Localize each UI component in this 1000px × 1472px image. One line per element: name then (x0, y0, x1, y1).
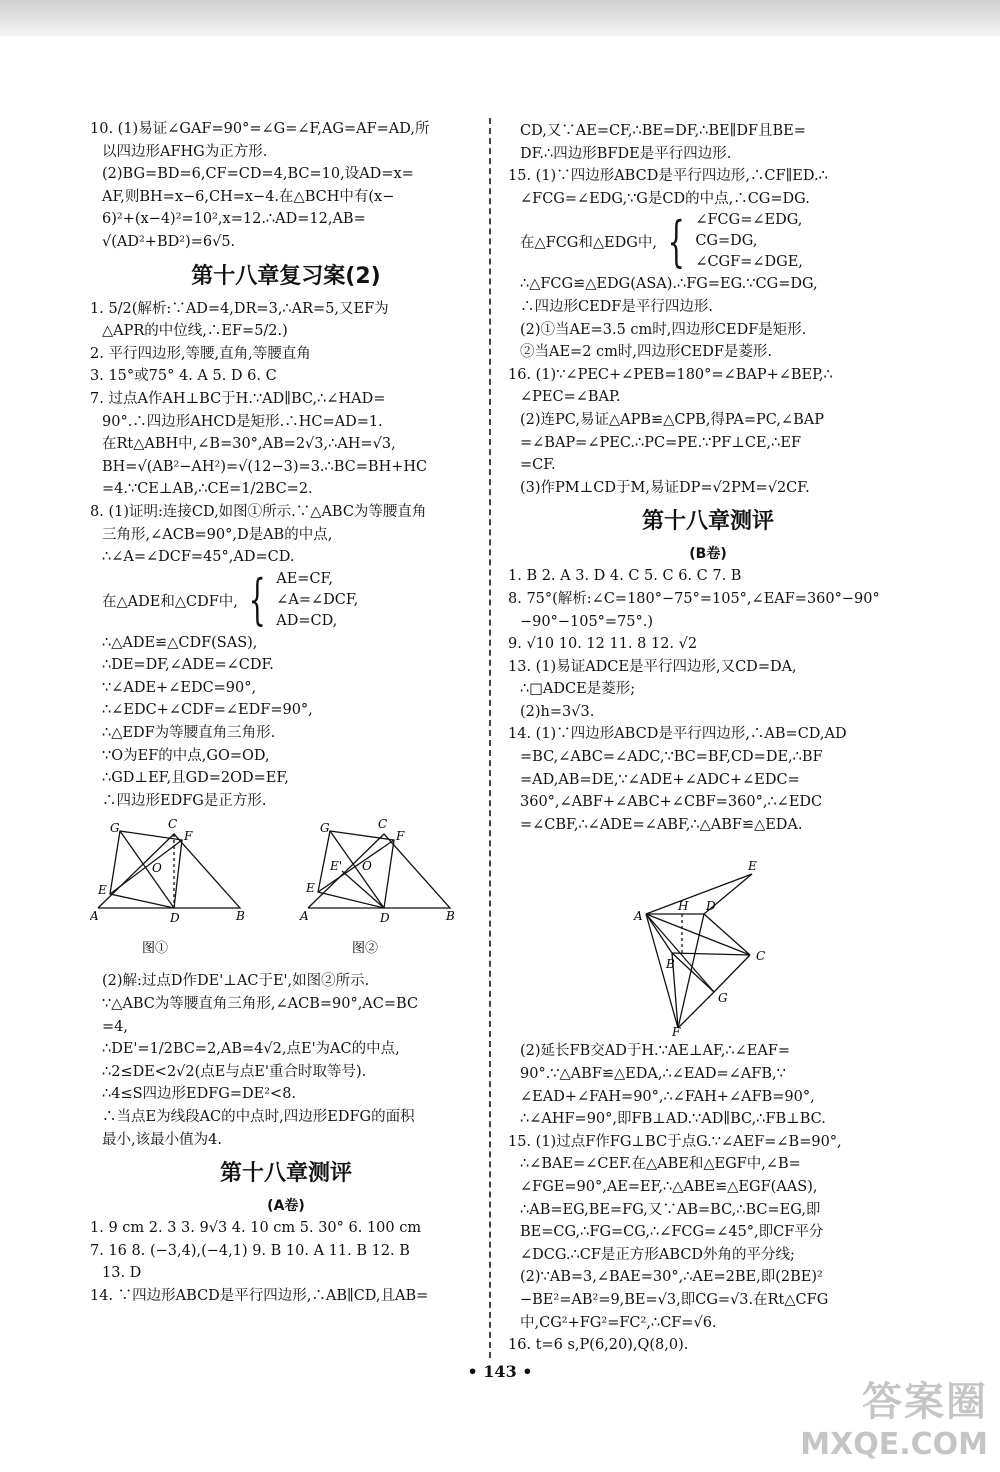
text-line: =AD,AB=DE,∵∠ADE+∠ADC+∠EDC= (520, 771, 800, 788)
fig2-label-e-prime: E' (330, 859, 343, 874)
q10-block (90, 118, 482, 254)
text-line: =∠BAP=∠PEC.∴PC=PE.∵PF⊥CE,∴EF (520, 434, 802, 451)
text-line: ∴四边形EDFG是正方形. (102, 792, 267, 809)
text-line: ∴四边形CEDF是平行四边形. (520, 298, 713, 315)
test-a-answers (90, 1217, 482, 1307)
text-line: 90°.∵△ABF≌△EDA,∴∠EAD=∠AFB,∵ (520, 1066, 786, 1083)
text-line: CG=DG, (695, 233, 758, 250)
text-line: ∠DCG.∴CF是正方形ABCD外角的平分线; (520, 1246, 795, 1263)
text-line: DF.∴四边形BFDE是平行四边形. (520, 145, 732, 162)
text-line: ∵O为EF的中点,GO=OD, (102, 747, 270, 764)
text-line: 16. t=6 s,P(6,20),Q(8,0). (508, 1337, 689, 1354)
watermark-url: MXQE.COM (800, 1427, 988, 1462)
text-line: 15. (1)过点F作FG⊥BC于点G.∵∠AEF=∠B=90°, (508, 1133, 842, 1150)
text-line: AD=CD, (276, 612, 338, 629)
text-line: (3)作PM⊥CD于M,易证DP=√2PM=√2CF. (520, 479, 810, 496)
review-answers (90, 298, 482, 569)
text-line: 13. D (102, 1265, 142, 1282)
text-line: ∴2≤DE<2√2(点E与点E'重合时取等号). (102, 1063, 367, 1080)
text-line: ∴∠EDC+∠CDF=∠EDF=90°, (102, 702, 313, 719)
sub-heading-a: (A卷) (267, 1198, 305, 1215)
text-line: 以四边形AFHG为正方形. (102, 143, 268, 160)
text-line: 90°.∴四边形AHCD是矩形.∴HC=AD=1. (102, 413, 383, 430)
text-line: CD,又∵AE=CF,∴BE=DF,∴BE∥DF且BE= (520, 123, 806, 139)
text-line: AE=CF, (276, 570, 333, 587)
fig1-label-d: D (170, 911, 180, 926)
brace-prefix: 在△ADE和△CDF中, (102, 593, 238, 610)
text-line: ∠A=∠DCF, (276, 591, 359, 608)
text-line: ∴∠BAE=∠CEF.在△ABE和△EGF中,∠B= (520, 1156, 801, 1173)
right-mid-block (508, 273, 908, 499)
text-line: 在Rt△ABH中,∠B=30°,AB=2√3,∴AH=√3, (102, 436, 396, 453)
text-line: ∠FCG=∠EDG,∵G是CD的中点,∴CG=DG. (520, 190, 810, 207)
text-line: 8. (1)证明:连接CD,如图①所示.∵△ABC为等腰直角 (90, 503, 427, 520)
fig1-label-b: B (236, 909, 245, 924)
text-line: ∴△FCG≌△EDG(ASA).∴FG=EG.∵CG=DG, (520, 276, 818, 293)
text-line: AF,则BH=x−6,CH=x−4.在△BCH中有(x− (102, 188, 395, 205)
geometry-figure-3 (508, 840, 908, 1036)
text-line: ∵△ABC为等腰直角三角形,∠ACB=90°,AC=BC (102, 996, 419, 1013)
fig3-label-f: F (672, 1025, 681, 1037)
figure-1-caption: 图① (142, 941, 169, 957)
fig1-label-a: A (90, 909, 99, 924)
right-top-block (508, 120, 908, 210)
fig3-label-b: B (666, 957, 675, 972)
text-line: √(AD²+BD²)=6√5. (102, 233, 236, 250)
text-line: BE=CG,∴FG=CG,∴∠FCG=∠45°,即CF平分 (520, 1224, 824, 1241)
section-heading-test-b: 第十八章测评 (641, 509, 774, 535)
text-line: ∠PEC=∠BAP. (520, 389, 621, 406)
text-line: =∠CBF,∴∠ADE=∠ABF,∴△ABF≌△EDA. (520, 816, 803, 833)
text-line: 7. 过点A作AH⊥BC于H.∵AD∥BC,∴∠HAD= (90, 390, 386, 407)
figure-3-lines (646, 874, 752, 1028)
fig2-label-b: B (446, 909, 455, 924)
text-line: 1. B 2. A 3. D 4. C 5. C 6. C 7. B (508, 568, 742, 585)
left-column (90, 118, 482, 1308)
text-line: 8. 75°(解析:∠C=180°−75°=105°,∠EAF=360°−90° (508, 590, 880, 607)
page-number: • 143 • (467, 1362, 533, 1381)
text-line: =BC,∠ABC=∠ADC,∵BC=BF,CD=DE,∴BF (520, 749, 823, 766)
text-line: 2. 平行四边形,等腰,直角,等腰直角 (90, 345, 311, 362)
figure-3-svg (508, 840, 908, 1036)
fig1-label-g: G (110, 821, 120, 836)
fig3-label-a: A (634, 909, 643, 924)
text-line: =CF. (520, 457, 556, 474)
brace-lines (695, 210, 803, 273)
text-line: 360°,∠ABF+∠ABC+∠CBF=360°,∴∠EDC (520, 794, 823, 811)
fig2-label-e: E (306, 881, 315, 896)
section-heading-review: 第十八章复习案(2) (191, 263, 381, 289)
figure-2-caption: 图② (352, 941, 379, 957)
text-line: 3. 15°或75° 4. A 5. D 6. C (90, 368, 277, 385)
text-line: 14. ∵四边形ABCD是平行四边形,∴AB∥CD,且AB= (90, 1287, 429, 1304)
fig2-label-c: C (378, 817, 388, 832)
text-line: ∠CGF=∠DGE, (695, 254, 803, 271)
watermark (800, 1370, 988, 1462)
text-line: 9. √10 10. 12 11. 8 12. √2 (508, 636, 698, 653)
text-line: ∴GD⊥EF,且GD=2OD=EF, (102, 770, 289, 787)
text-line: ∴∠A=∠DCF=45°,AD=CD. (102, 549, 295, 566)
brace-prefix: 在△FCG和△EDG中, (520, 235, 657, 252)
text-line: (2)解:过点D作DE'⊥AC于E',如图②所示. (102, 973, 370, 990)
text-line: ②当AE=2 cm时,四边形CEDF是菱形. (520, 344, 772, 361)
text-line: (2)h=3√3. (520, 703, 595, 720)
text-line: 13. (1)易证ADCE是平行四边形,又CD=DA, (508, 658, 797, 675)
fig1-label-f: F (184, 829, 193, 844)
text-line: =4.∵CE⊥AB,∴CE=1/2BC=2. (102, 481, 313, 498)
brace-symbol: { (248, 568, 266, 632)
fig2-label-g: G (320, 821, 330, 836)
text-line: ∴△EDF为等腰直角三角形. (102, 725, 276, 742)
brace-symbol: { (667, 209, 685, 273)
text-line: ∠FCG=∠EDG, (695, 212, 803, 229)
text-line: 三角形,∠ACB=90°,D是AB的中点, (102, 526, 333, 543)
fig2-label-f: F (396, 829, 405, 844)
test-b-answers (508, 565, 908, 836)
text-line: 7. 16 8. (−3,4),(−4,1) 9. B 10. A 11. B 12. B (90, 1242, 410, 1259)
text-line: ∴∠AHF=90°,即FB⊥AD.∵AD∥BC,∴FB⊥BC. (520, 1111, 826, 1128)
brace-lines (276, 569, 358, 632)
q8-proof (90, 632, 482, 813)
text-line: (2)延长FB交AD于H.∵AE⊥AF,∴∠EAF= (520, 1043, 791, 1060)
text-line: 最小,该最小值为4. (102, 1131, 222, 1148)
text-line: =4, (102, 1018, 128, 1035)
fig3-label-g: G (718, 991, 728, 1006)
scan-top-shadow (0, 0, 1000, 36)
fig3-label-h: H (678, 899, 689, 914)
congruence-system-1 (90, 569, 482, 632)
text-line: (2)BG=BD=6,CF=CD=4,BC=10,设AD=x= (102, 166, 414, 183)
text-line: ∴△ADE≌△CDF(SAS), (102, 634, 258, 651)
watermark-logo-text: 答案圈 (862, 1379, 988, 1425)
geometry-figures-1-2 (90, 816, 482, 966)
text-line: ∴DE=DF,∠ADE=∠CDF. (102, 657, 274, 674)
text-line: 中,CG²+FG²=FC²,∴CF=√6. (520, 1314, 717, 1331)
text-line: 10. (1)易证∠GAF=90°=∠G=∠F,AG=AF=AD,所 (90, 121, 430, 137)
text-line: ∴4≤S四边形EDFG=DE²<8. (102, 1086, 297, 1103)
fig1-label-c: C (168, 817, 178, 832)
figures-svg (90, 816, 482, 966)
figure-1-lines (98, 831, 240, 908)
text-line: 16. (1)∵∠PEC+∠PEB=180°=∠BAP+∠BEP,∴ (508, 366, 833, 383)
text-line: ∠EAD+∠FAH=90°,∴∠FAH+∠AFB=90°, (520, 1088, 815, 1105)
text-line: BH=√(AB²−AH²)=√(12−3)=3.∴BC=BH+HC (102, 458, 428, 475)
text-line: ∵∠ADE+∠EDC=90°, (102, 679, 257, 696)
fig2-label-a: A (300, 909, 309, 924)
text-line: (2)连PC,易证△APB≌△CPB,得PA=PC,∠BAP (520, 411, 824, 428)
text-line: −90°−105°=75°.) (520, 613, 654, 630)
sub-heading-b: (B卷) (689, 546, 727, 563)
text-line: ∴AB=EG,BE=FG,又∵AB=BC,∴BC=EG,即 (520, 1201, 821, 1218)
fig3-label-d: D (706, 899, 716, 914)
text-line: −BE²=AB²=9,BE=√3,即CG=√3.在Rt△CFG (520, 1291, 829, 1308)
fig1-label-o: O (152, 861, 162, 876)
text-line: (2)①当AE=3.5 cm时,四边形CEDF是矩形. (520, 321, 807, 338)
text-line: ∠FGE=90°,AE=EF,∴△ABE≌△EGF(AAS), (520, 1179, 818, 1195)
right-bottom-block (508, 1040, 908, 1356)
section-heading-test-a: 第十八章测评 (219, 1161, 352, 1187)
text-line: 14. (1)∵四边形ABCD是平行四边形,∴AB=CD,AD (508, 726, 847, 743)
text-line: 1. 5/2(解析:∵AD=4,DR=3,∴AR=5,又EF为 (90, 300, 389, 317)
fig2-label-o: O (362, 859, 372, 874)
column-divider (489, 118, 491, 1358)
text-line: 15. (1)∵四边形ABCD是平行四边形,∴CF∥ED.∴ (508, 168, 828, 185)
right-column (508, 120, 908, 1357)
text-line: 6)²+(x−4)²=10²,x=12.∴AD=12,AB= (102, 211, 366, 228)
text-line: ∴□ADCE是菱形; (520, 681, 636, 698)
fig3-label-c: C (756, 949, 766, 964)
text-line: ∴当点E为线段AC的中点时,四边形EDFG的面积 (102, 1109, 415, 1125)
fig1-label-e: E (98, 883, 107, 898)
text-line: △APR的中位线,∴EF=5/2.) (102, 323, 288, 340)
text-line: 1. 9 cm 2. 3 3. 9√3 4. 10 cm 5. 30° 6. 100 cm (90, 1220, 422, 1237)
fig2-label-d: D (380, 911, 390, 926)
text-line: ∴DE'=1/2BC=2,AB=4√2,点E'为AC的中点, (102, 1041, 400, 1058)
text-line: (2)∵AB=3,∠BAE=30°,∴AE=2BE,即(2BE)² (520, 1269, 823, 1286)
fig3-label-e: E (748, 859, 757, 874)
congruence-system-2 (508, 210, 908, 273)
q8-part2 (90, 970, 482, 1151)
